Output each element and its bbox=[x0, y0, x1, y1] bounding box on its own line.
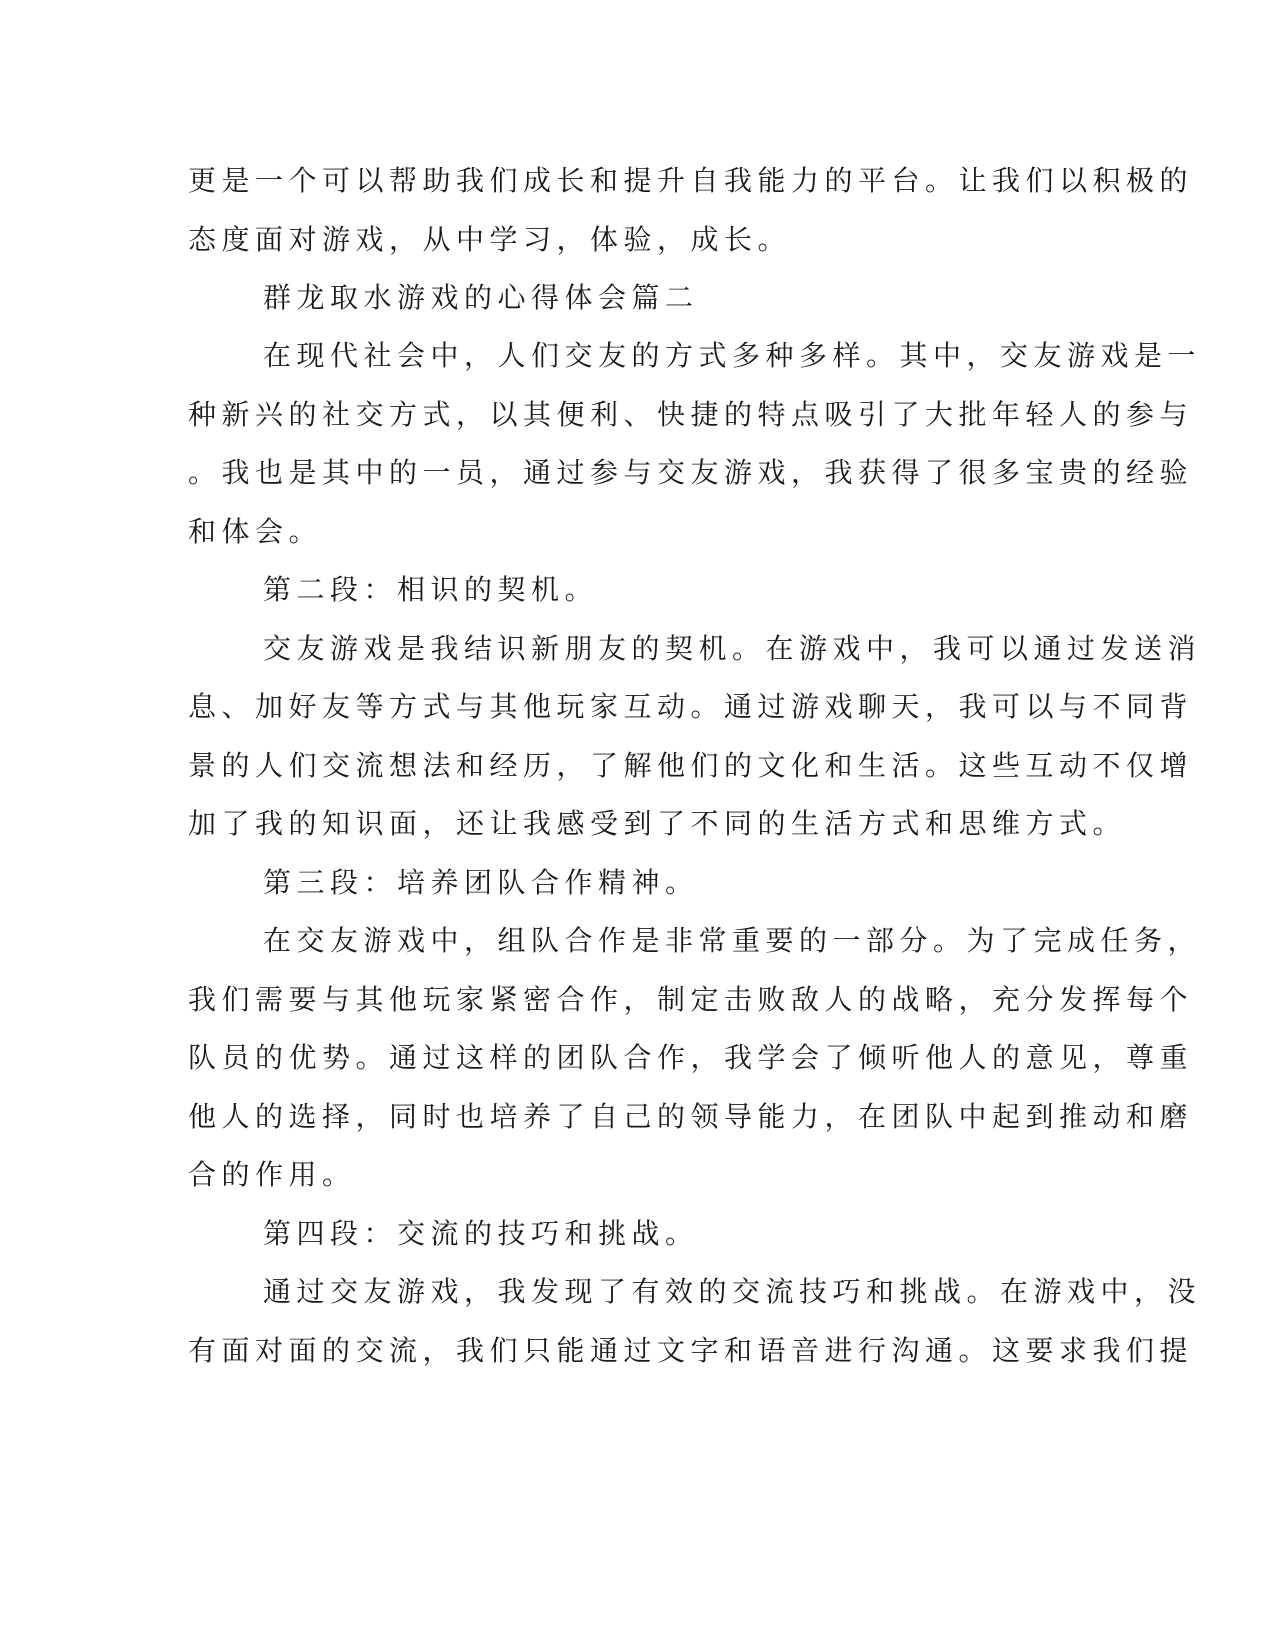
paragraph-line: 合的作用。 bbox=[188, 1158, 356, 1191]
paragraph-line: 加了我的知识面，还让我感受到了不同的生活方式和思维方式。 bbox=[188, 807, 1127, 840]
paragraph-line: 通过交友游戏，我发现了有效的交流技巧和挑战。在游戏中，没 bbox=[263, 1275, 1202, 1308]
section-heading: 第三段：培养团队合作精神。 bbox=[263, 866, 699, 899]
paragraph-line: 种新兴的社交方式，以其便利、快捷的特点吸引了大批年轻人的参与 bbox=[188, 398, 1194, 431]
paragraph-line: 交友游戏是我结识新朋友的契机。在游戏中，我可以通过发送消 bbox=[263, 632, 1202, 665]
paragraph-line: 在交友游戏中，组队合作是非常重要的一部分。为了完成任务， bbox=[263, 924, 1202, 957]
paragraph-line: 景的人们交流想法和经历，了解他们的文化和生活。这些互动不仅增 bbox=[188, 749, 1194, 782]
paragraph-line: 更是一个可以帮助我们成长和提升自我能力的平台。让我们以积极的 bbox=[188, 164, 1194, 197]
paragraph-line: 他人的选择，同时也培养了自己的领导能力，在团队中起到推动和磨 bbox=[188, 1100, 1194, 1133]
paragraph-line: 有面对面的交流，我们只能通过文字和语音进行沟通。这要求我们提 bbox=[188, 1334, 1194, 1367]
section-title: 群龙取水游戏的心得体会篇二 bbox=[263, 281, 699, 314]
paragraph-line: 息、加好友等方式与其他玩家互动。通过游戏聊天，我可以与不同背 bbox=[188, 690, 1194, 723]
paragraph-line: 和体会。 bbox=[188, 515, 323, 548]
paragraph-line: 在现代社会中，人们交友的方式多种多样。其中，交友游戏是一 bbox=[263, 339, 1202, 372]
section-heading: 第二段：相识的契机。 bbox=[263, 573, 599, 606]
section-heading: 第四段：交流的技巧和挑战。 bbox=[263, 1217, 699, 1250]
paragraph-line: 我们需要与其他玩家紧密合作，制定击败敌人的战略，充分发挥每个 bbox=[188, 983, 1194, 1016]
paragraph-line: 态度面对游戏，从中学习，体验，成长。 bbox=[188, 223, 792, 256]
paragraph-line: 。我也是其中的一员，通过参与交友游戏，我获得了很多宝贵的经验 bbox=[188, 456, 1194, 489]
paragraph-line: 队员的优势。通过这样的团队合作，我学会了倾听他人的意见，尊重 bbox=[188, 1041, 1194, 1074]
